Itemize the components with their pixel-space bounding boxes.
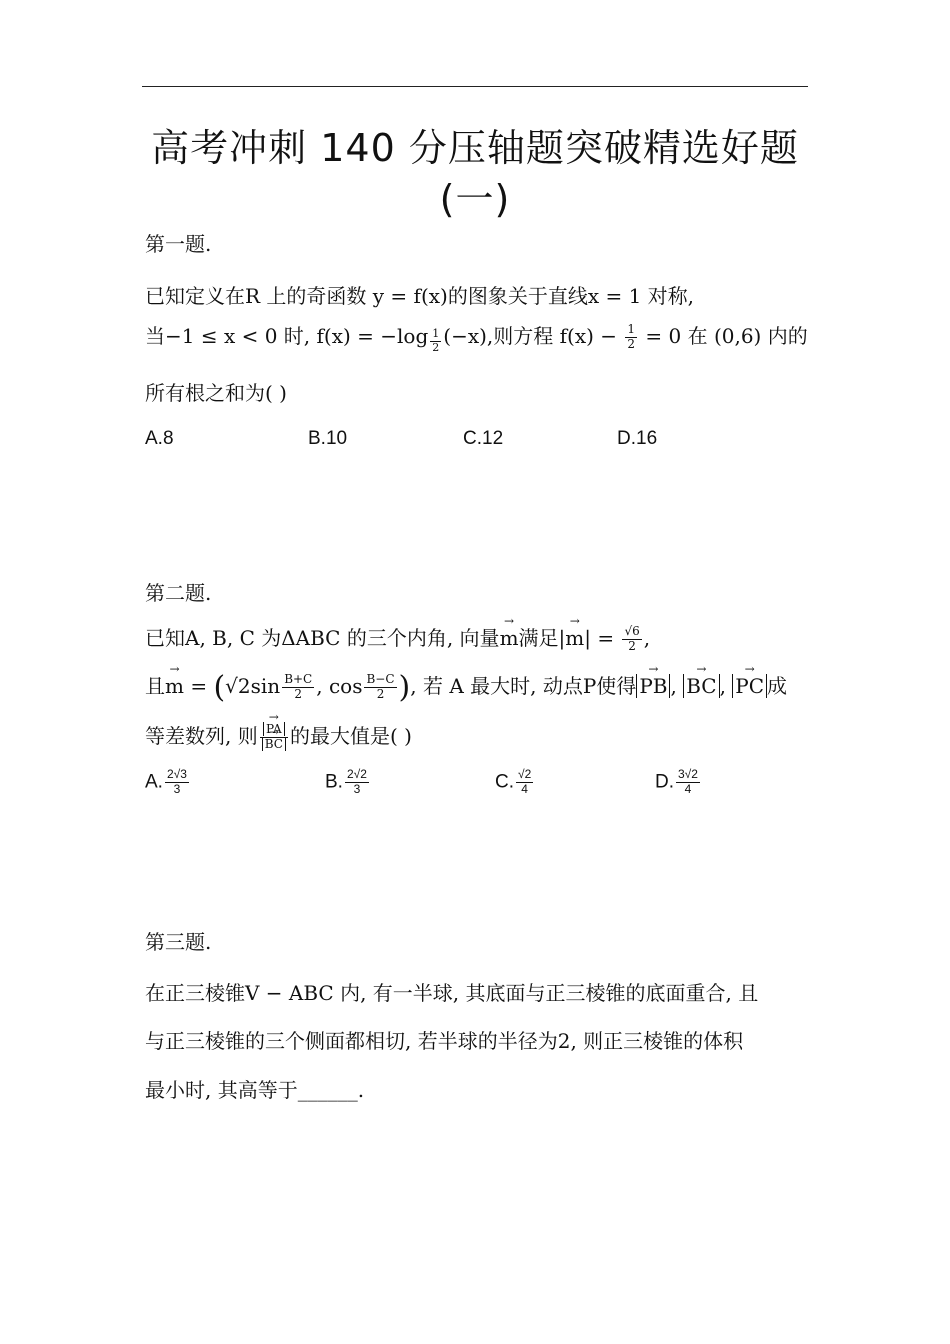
q1-line3: 所有根之和为( ): [145, 381, 287, 405]
q1-option-d[interactable]: D.16: [617, 428, 658, 449]
q2-line1: [145, 622, 650, 654]
q2-line2-text-c: √2sin: [225, 674, 281, 698]
q2-line2-text-e: , 若 A 最大时, 动点P使得: [410, 674, 637, 698]
q2-frac-bc-diff: $\frac{B-C}{2}$: [366, 672, 395, 701]
q2-ratio-fraction: [260, 723, 288, 752]
vector-pb: → PB: [639, 674, 667, 698]
q2-line1-text-b: 满足|: [518, 626, 566, 650]
q3-line3: 最小时, 其高等于______.: [145, 1078, 365, 1102]
q2-line2-text-b: =: [183, 674, 214, 698]
q2-magnitude-fraction: $\frac{√6}{2}$: [624, 624, 640, 653]
q1-line2-text-c: = 0 在 (0,6) 内的: [639, 324, 808, 348]
q2-label: 第二题.: [145, 581, 212, 605]
q1-line2-text-a: 当−1 ≤ x < 0 时, f(x) = −log: [145, 324, 429, 348]
q3-line1: 在正三棱锥V − ABC 内, 有一半球, 其底面与正三棱锥的底面重合, 且: [145, 981, 759, 1005]
q1-option-b[interactable]: B.10: [308, 428, 348, 449]
vector-m-2: → m: [165, 674, 184, 698]
q2-line2-text-d: , cos: [316, 674, 363, 698]
q1-label: 第一题.: [145, 232, 212, 256]
q2-frac-bc-sum: $\frac{B+C}{2}$: [284, 672, 313, 701]
vector-bc: → BC: [686, 674, 716, 698]
page-title: 高考冲刺 140 分压轴题突破精选好题: [151, 126, 799, 170]
q2-line1-text-d: ,: [643, 626, 651, 650]
q2-option-b[interactable]: B. $\frac{2√2}{3}$: [325, 767, 367, 796]
q2-line3: [145, 720, 412, 752]
q2-line3-text-a: 等差数列, 则: [145, 724, 258, 748]
q2-options: [145, 768, 795, 808]
q3-line2: 与正三棱锥的三个侧面都相切, 若半球的半径为2, 则正三棱锥的体积: [145, 1029, 744, 1053]
q2-line2: 且→ m = (√2sin $\frac{B+C}{2}$ , cos $\frac{B-C}{2}$ ), 若 A 最大时, 动点P使得→ PB , → BC , → PC 成: [145, 670, 787, 705]
q1-line1: 已知定义在R 上的奇函数 y = f(x)的图象关于直线x = 1 对称,: [145, 284, 695, 308]
q1-line2-text-b: (−x),则方程 f(x) −: [443, 324, 624, 348]
q2-option-c[interactable]: C. $\frac{√2}{4}$: [495, 767, 532, 796]
q1-fraction: $\frac{1}{2}$: [627, 322, 636, 351]
q2-line1-text-a: 已知A, B, C 为ΔABC 的三个内角, 向量: [145, 626, 500, 650]
left-paren: (: [213, 670, 226, 705]
q2-line2-text-a: 且: [145, 674, 165, 698]
vector-pa: → PA: [266, 723, 282, 737]
q1-option-c[interactable]: C.12: [463, 428, 504, 449]
q2-option-d[interactable]: D. $\frac{3√2}{4}$: [655, 767, 698, 796]
q2-option-a[interactable]: A. $\frac{2√3}{3}$: [145, 767, 187, 796]
vector-pc: → PC: [735, 674, 764, 698]
vector-m: → m: [500, 626, 519, 650]
q3-label: 第三题.: [145, 930, 212, 954]
page-subtitle: (一): [439, 177, 511, 221]
q1-line2: [145, 320, 808, 355]
vector-m-abs: → m: [565, 626, 584, 650]
q2-line2-text-f: 成: [767, 674, 788, 698]
vector-bc-2: → BC: [265, 738, 283, 752]
q1-log-base: $\frac{1}{2}$: [432, 327, 440, 354]
q2-line3-text-b: 的最大值是( ): [289, 724, 412, 748]
q2-line1-text-c: | =: [584, 626, 621, 650]
right-paren: ): [398, 670, 411, 705]
header-rule: [142, 86, 808, 87]
q1-option-a[interactable]: A.8: [145, 428, 174, 449]
